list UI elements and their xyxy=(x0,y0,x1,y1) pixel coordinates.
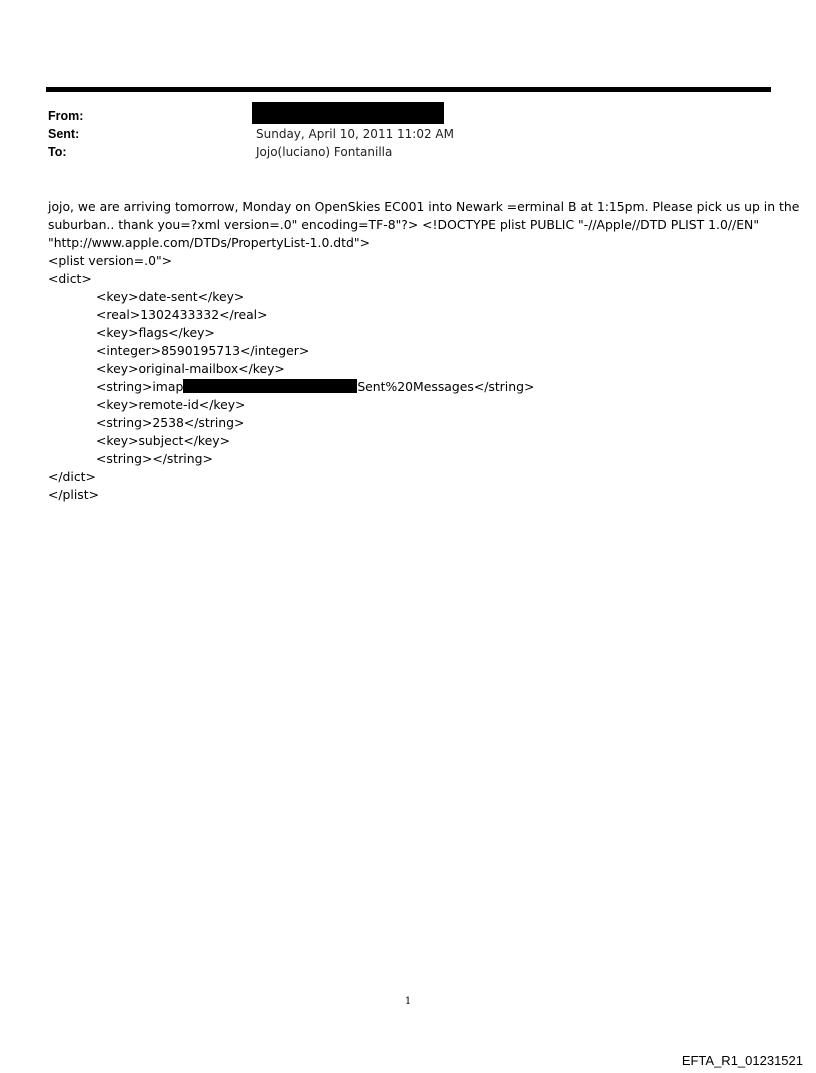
header-divider xyxy=(46,87,771,92)
sent-row xyxy=(48,125,768,143)
dict-line: <key>date-sent</key> xyxy=(96,289,245,304)
dict-line: <key>flags</key> xyxy=(96,325,215,340)
mailbox-redaction xyxy=(183,379,357,393)
body-line: jojo, we are arriving tomorrow, Monday on OpenSkies EC001 into Newark =erminal B at 1:15pm. Please pick us up in the xyxy=(48,199,800,214)
imap-prefix: <string>imap xyxy=(96,379,184,394)
dict-line: <key>original-mailbox</key> xyxy=(96,361,285,376)
to-row xyxy=(48,143,768,161)
to-label: To: xyxy=(48,145,67,159)
imap-suffix: Sent%20Messages</string> xyxy=(357,379,535,394)
dict-line: <key>subject</key> xyxy=(96,433,230,448)
bates-number: EFTA_R1_01231521 xyxy=(681,1053,803,1068)
sent-label: Sent: xyxy=(48,127,80,141)
dict-line: <integer>8590195713</integer> xyxy=(96,343,310,358)
body-line: <dict> xyxy=(48,271,92,286)
sent-value: Sunday, April 10, 2011 11:02 AM xyxy=(256,127,454,141)
dict-line: <key>remote-id</key> xyxy=(96,397,246,412)
body-line: suburban.. thank you=?xml version=.0" encoding=TF-8"?> <!DOCTYPE plist PUBLIC "-//Apple//DTD PLIST 1.0//EN" xyxy=(48,217,760,232)
imap-line xyxy=(48,378,770,396)
email-body xyxy=(48,198,800,504)
body-line: "http://www.apple.com/DTDs/PropertyList-1.0.dtd"> xyxy=(48,235,370,250)
dict-line: <string>2538</string> xyxy=(96,415,245,430)
page-number: 1 xyxy=(404,996,412,1007)
dict-line: <string></string> xyxy=(96,451,213,466)
closing-line: </dict> xyxy=(48,469,96,484)
dict-line: <real>1302433332</real> xyxy=(96,307,268,322)
from-label: From: xyxy=(48,109,84,123)
body-line: <plist version=.0"> xyxy=(48,253,173,268)
to-value: Jojo(luciano) Fontanilla xyxy=(256,145,393,159)
closing-line: </plist> xyxy=(48,487,100,502)
from-redaction xyxy=(252,102,444,124)
